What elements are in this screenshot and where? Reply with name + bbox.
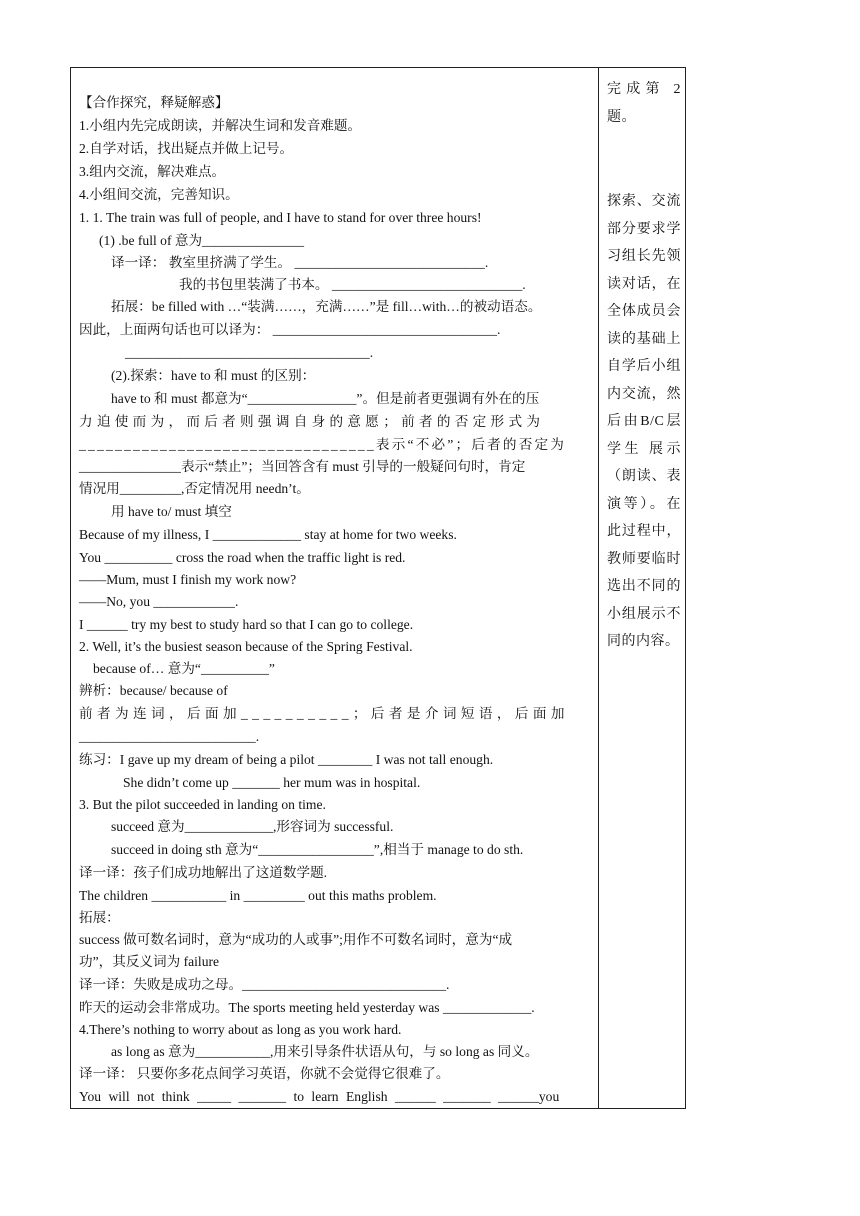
teacher-notes-column <box>599 68 685 1108</box>
sentence-1: 1. 1. The train was full of people, and I have to stand for over three hours! <box>79 210 482 225</box>
sentence-4: 4.There’s nothing to worry about as long as you work hard. <box>79 1022 402 1037</box>
exercise-3-question: ——Mum, must I finish my work now? <box>79 572 297 587</box>
have-to-must-line-3: _________________________________表示“不必”；后者的否定为 <box>79 437 567 452</box>
translate-as-long-as: 译一译： 只要你多花点间学习英语，你就不会觉得它很难了。 <box>79 1066 450 1081</box>
main-content-column <box>71 68 599 1108</box>
point-because-of: because of… 意为“__________” <box>93 661 275 676</box>
alternative-translation: 因此，上面两句话也可以译为： _________________________________. <box>79 322 501 337</box>
blank-line: ____________________________________. <box>125 345 374 360</box>
step-2: 2.自学对话，找出疑点并做上记号。 <box>79 141 294 156</box>
side-note-procedure: 探索、交流部分要求学习组长先领读对话，在全体成员会读的基础上自学后小组内交流，然后由B/C层学生 展示（朗读、表演等）。在此过程中，教师要临时选出不同的小组展示不同的内容。 <box>607 194 681 649</box>
step-1: 1.小组内先完成朗读，并解决生词和发音难题。 <box>79 118 362 133</box>
point-succeed: succeed 意为_____________,形容词为 successful. <box>111 819 394 834</box>
translate-succeed-blank: The children ___________ in _________ out this maths problem. <box>79 888 437 903</box>
point-be-full-of: (1) .be full of 意为_______________ <box>99 233 305 248</box>
have-to-must-line-1: have to 和 must 都意为“________________”。但是前者更强调有外在的压 <box>111 391 540 406</box>
point-have-to-must: (2).探索：have to 和 must 的区别： <box>111 368 316 383</box>
step-4: 4.小组间交流，完善知识。 <box>79 187 239 202</box>
have-to-must-line-4: _______________表示“禁止”；当回答含有 must 引导的一般疑问句时，肯定 <box>79 459 526 474</box>
exercise-4: I ______ try my best to study hard so that I can go to college. <box>79 617 414 632</box>
extension-label: 拓展： <box>79 910 120 925</box>
translate-succeed: 译一译：孩子们成功地解出了这道数学题. <box>79 865 328 880</box>
success-explanation-2: 功”，其反义词为 failure <box>79 954 220 969</box>
have-to-must-line-2: 力迫使而为，而后者则强调自身的意愿；前者的否定形式为 <box>79 414 545 429</box>
exercise-3-answer: ——No, you ____________. <box>79 594 239 609</box>
side-note-complete-task: 完成第 2 题。 <box>607 82 681 125</box>
translate-as-long-as-blank: You will not think _____ _______ to learn English ______ _______ ______you <box>79 1089 560 1104</box>
translate-1a: 译一译： 教室里挤满了学生。 ____________________________. <box>111 255 489 270</box>
practice-1: 练习：I gave up my dream of being a pilot ________ I was not tall enough. <box>79 752 494 767</box>
success-explanation-1: success 做可数名词时，意为“成功的人或事”;用作不可数名词时，意为“成 <box>79 932 513 947</box>
because-explanation-2: __________________________. <box>79 729 260 744</box>
distinguish-because: 辨析：because/ because of <box>79 683 228 698</box>
because-explanation-1: 前者为连词，后面加__________；后者是介词短语，后面加 <box>79 706 569 721</box>
section-heading: 【合作探究，释疑解惑】 <box>79 95 229 110</box>
have-to-must-line-5: 情况用_________,否定情况用 needn’t。 <box>79 481 310 496</box>
translate-failure: 译一译：失败是成功之母。______________________________. <box>79 977 450 992</box>
step-3: 3.组内交流，解决难点。 <box>79 164 226 179</box>
translate-sports-meeting: 昨天的运动会非常成功。The sports meeting held yesterday was _____________. <box>79 1000 535 1015</box>
exercise-1: Because of my illness, I _____________ stay at home for two weeks. <box>79 527 457 542</box>
translate-1b: 我的书包里装满了书本。 ____________________________. <box>179 277 526 292</box>
sentence-2: 2. Well, it’s the busiest season because of the Spring Festival. <box>79 639 413 654</box>
sentence-3: 3. But the pilot succeeded in landing on time. <box>79 797 326 812</box>
point-as-long-as: as long as 意为___________,用来引导条件状语从句，与 so long as 同义。 <box>111 1044 539 1059</box>
extension-be-filled-with: 拓展：be filled with …“装满……，充满……”是 fill…with…的被动语态。 <box>111 299 542 314</box>
exercise-2: You __________ cross the road when the traffic light is red. <box>79 550 406 565</box>
fill-in-instruction: 用 have to/ must 填空 <box>111 504 232 519</box>
worksheet-table <box>70 67 686 1109</box>
practice-2: She didn’t come up _______ her mum was in hospital. <box>123 775 421 790</box>
point-succeed-in: succeed in doing sth 意为“_________________”,相当于 manage to do sth. <box>111 842 524 857</box>
